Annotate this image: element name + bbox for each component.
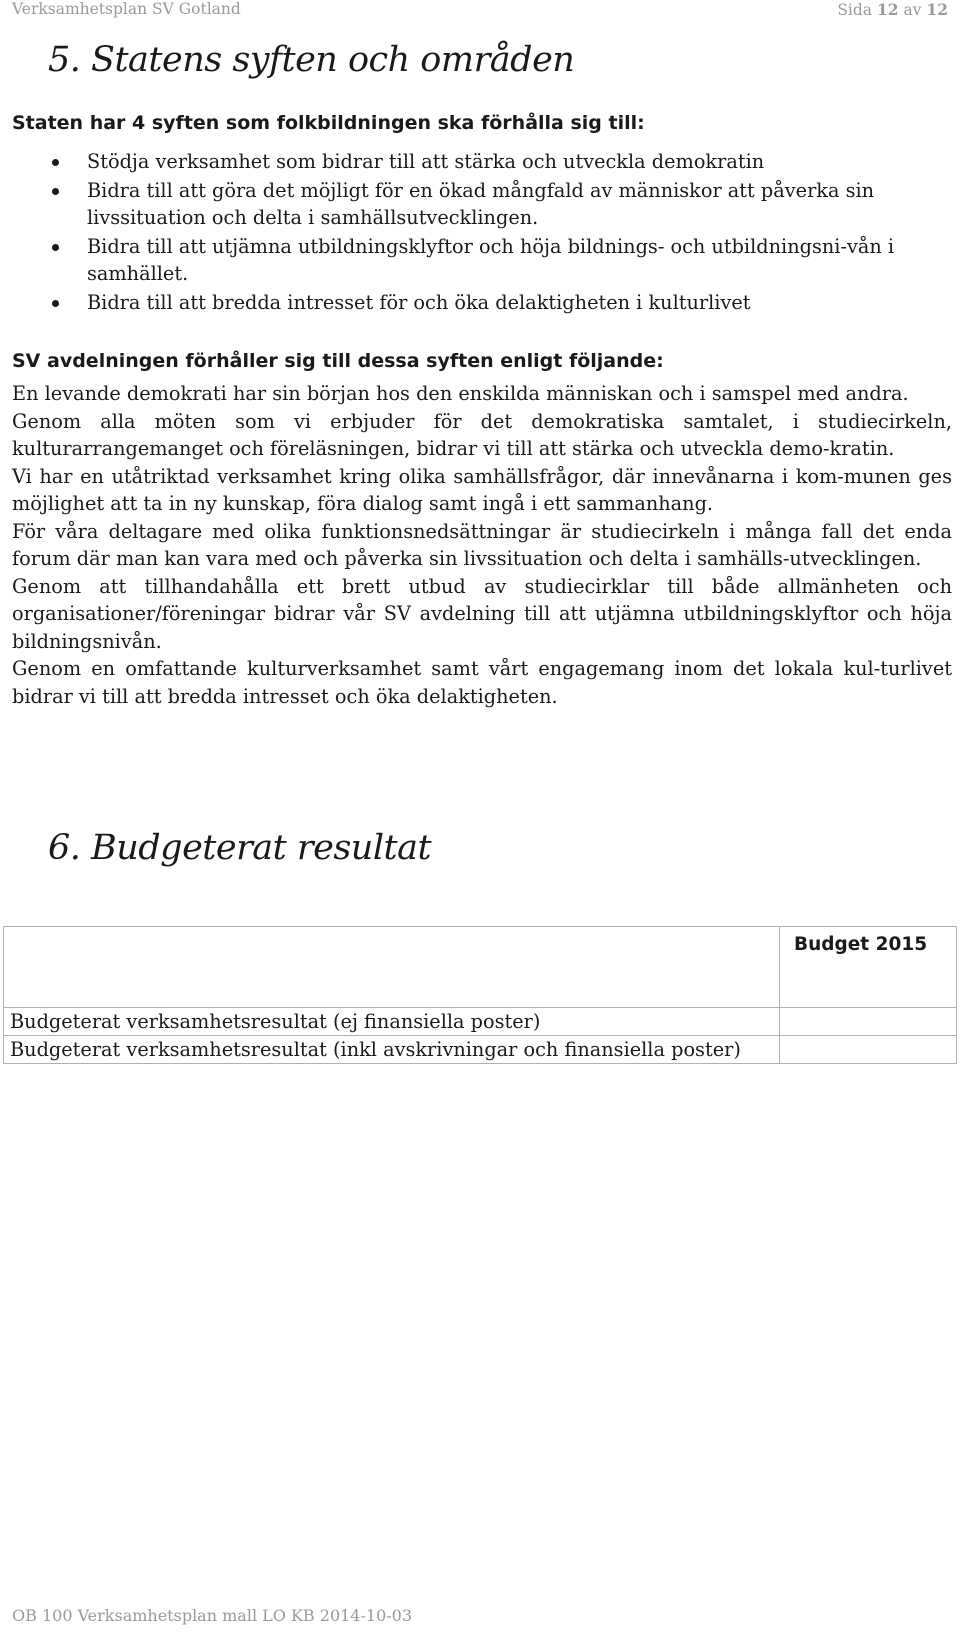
list-item: Bidra till att bredda intresset för och öka delaktigheten i kulturlivet [12,289,932,317]
page-total: 12 [926,0,948,19]
budget-year-header: Budget 2015 [780,927,957,1008]
table-corner-cell [4,927,780,1008]
row-value [780,1008,957,1036]
list-item: Bidra till att utjämna utbildningsklyftor och höja bildnings- och utbildningsni-vån i samhället. [12,233,932,288]
paragraph: Genom en omfattande kulturverksamhet samt vårt engagemang inom det lokala kul-turlivet bidrar vi till att bredda intresset och öka delaktigheten. [12,657,952,708]
paragraph: Genom alla möten som vi erbjuder för det demokratiska samtalet, i studiecirkeln, kulturarrangemanget och föreläsningen, bidrar vi till att stärka och utveckla demo-kratin. [12,409,952,460]
document-title: Verksamhetsplan SV Gotland [12,0,241,18]
row-label: Budgeterat verksamhetsresultat (ej finansiella poster) [4,1008,780,1036]
page-number: Sida 12 av 12 [837,0,948,19]
table-header-row [4,927,957,1008]
row-value [780,1036,957,1064]
paragraph: Genom att tillhandahålla ett brett utbud av studiecirklar till både allmänheten och organisationer/föreningar bidrar vår SV avdelning till att utjämna utbildningsklyftor och höja bildningsnivån. [12,574,952,653]
bullet-icon [52,159,59,166]
state-purposes-subheading: Staten har 4 syften som folkbildningen ska förhålla sig till: [12,112,645,134]
sv-approach-body [12,380,952,710]
page-current: 12 [876,0,899,19]
paragraph: För våra deltagare med olika funktionsnedsättningar är studiecirkeln i många fall det enda forum där man kan vara med och påverka sin livssituation och delta i samhälls-utvecklingen. [12,519,952,570]
section-6-heading: 6. Budgeterat resultat [48,828,432,868]
bullet-icon [52,244,59,251]
table-row [4,1036,957,1064]
page-header [12,0,948,22]
section-5-heading: 5. Statens syften och områden [48,40,575,80]
purposes-list [12,148,932,318]
budget-table [3,926,957,1064]
paragraph: En levande demokrati har sin början hos den enskilda människan och i samspel med andra. [12,382,909,405]
bullet-icon [52,188,59,195]
page-footer: OB 100 Verksamhetsplan mall LO KB 2014-10-03 [12,1606,413,1625]
table-row [4,1008,957,1036]
list-item: Stödja verksamhet som bidrar till att stärka och utveckla demokratin [12,148,932,176]
list-item: Bidra till att göra det möjligt för en ökad mångfald av människor att påverka sin livssituation och delta i samhällsutvecklingen. [12,177,932,232]
sv-approach-subheading: SV avdelningen förhåller sig till dessa syften enligt följande: [12,350,664,372]
paragraph: Vi har en utåtriktad verksamhet kring olika samhällsfrågor, där innevånarna i kom-munen ges möjlighet att ta in ny kunskap, föra dialog samt ingå i ett sammanhang. [12,464,952,515]
row-label: Budgeterat verksamhetsresultat (inkl avskrivningar och finansiella poster) [4,1036,780,1064]
bullet-icon [52,300,59,307]
